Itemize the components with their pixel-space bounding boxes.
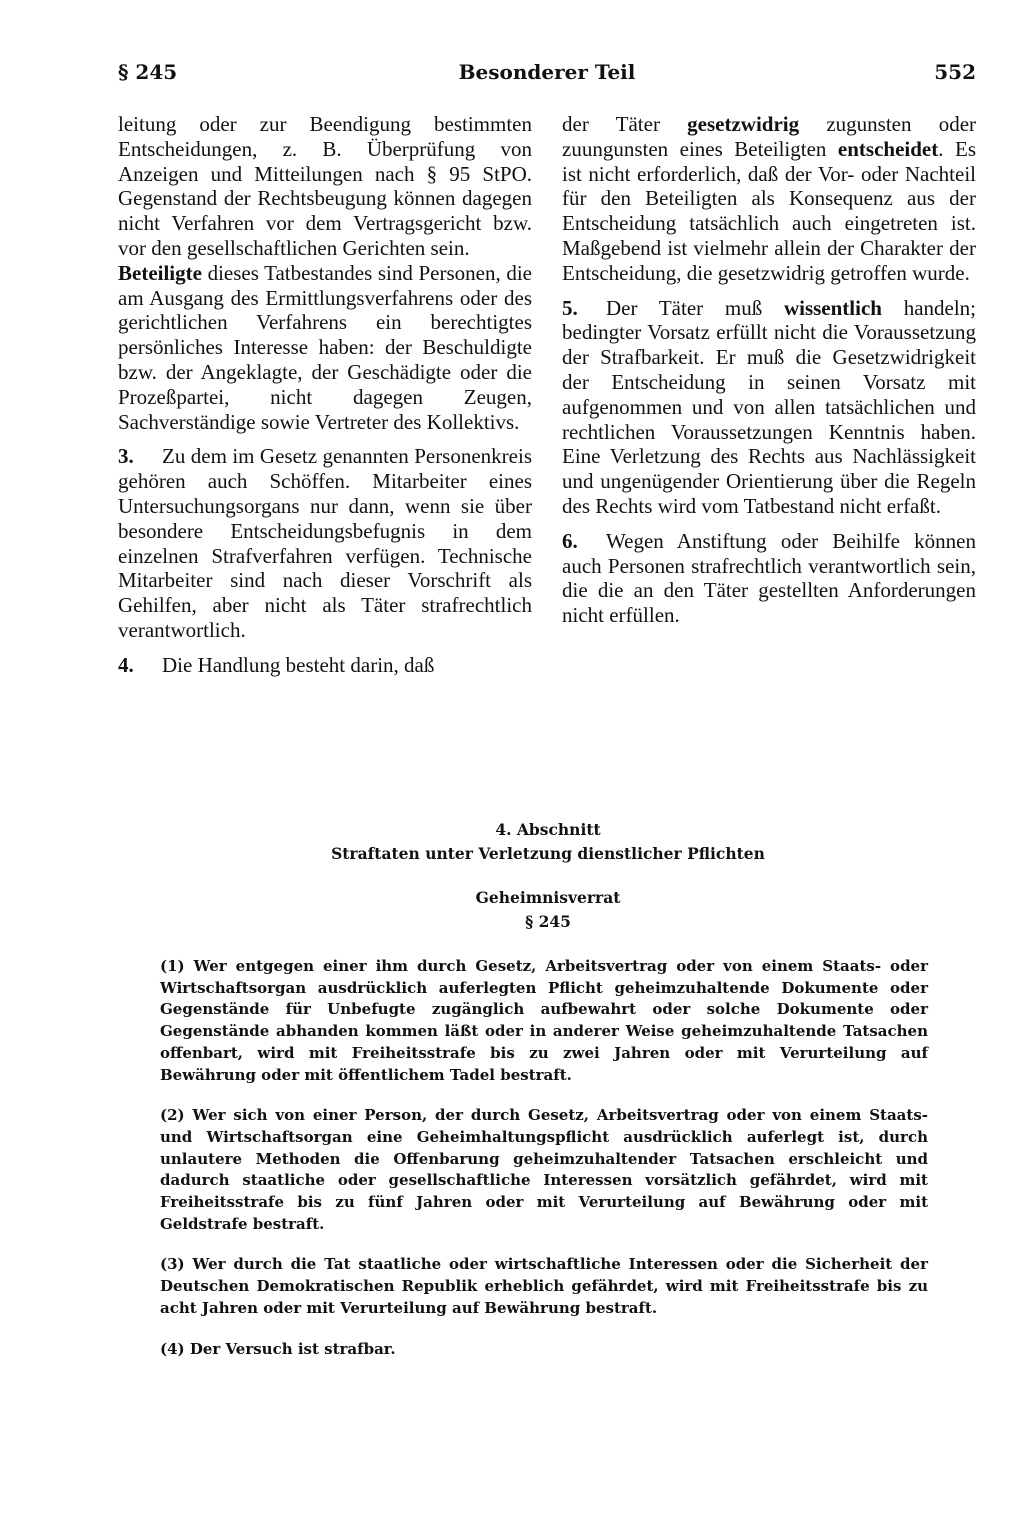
item-number-6: 6. bbox=[562, 528, 578, 553]
law-subsection-1: (1) Wer entgegen einer ihm durch Gesetz, Arbeitsvertrag oder von einem Staats- oder Wirtschaftsorgan ausdrücklich auferlegten Pflicht geheimzuhaltende Dokumente oder Gegenstände für Unbefugte zugänglich aufbewahrt oder solche Dokumente oder Gegenstände abhanden kommen läßt oder in anderer Weise geheimzuhaltende Tatsachen offenbart, wird mit Freiheitsstrafe bis zu zwei Jahren oder mit Verurteilung auf Bewährung oder mit öffentlichem Tadel bestraft. bbox=[160, 957, 928, 1084]
item-number-3: 3. bbox=[118, 444, 134, 469]
law-text bbox=[160, 956, 928, 1379]
law-subsection-4: (4) Der Versuch ist strafbar. bbox=[160, 1339, 396, 1358]
text-fragment: zugunsten oder zuungunsten eines Beteiligten bbox=[562, 112, 977, 161]
right-paragraph-6-text: Wegen Anstiftung oder Beihilfe können auch Personen strafrechtlich verantwortlich sein, die die an den Täter gestellten Anforderungen nicht erfüllen. bbox=[562, 528, 976, 628]
left-paragraph-3-text: Zu dem im Gesetz genannten Personenkreis gehören auch Schöffen. Mitarbeiter eines Untersuchungsorgans nur dann, wenn sie über besondere Entscheidungsbefugnis in dem einzelnen Strafverfahren verfügen. Technische Mitarbeiter sind nach dieser Vorschrift als Gehilfen, aber nicht als Täter strafrechtlich verantwortlich. bbox=[118, 444, 532, 642]
page-number: 552 bbox=[934, 60, 976, 84]
item-number-5: 5. bbox=[562, 295, 578, 320]
item-number-4: 4. bbox=[118, 652, 134, 677]
law-subsection-2: (2) Wer sich von einer Person, der durch Gesetz, Arbeitsvertrag oder von einem Staats- und Wirtschaftsorgan eine Geheimhaltungspflicht ausdrücklich auferlegt ist, durch unlautere Methoden die Offenbarung geheimzuhaltender Tatsachen erschleicht und dadurch staatliche oder gesellschaftliche Interessen vorsätzlich gefährdet, wird mit Freiheitsstrafe bis zu fünf Jahren oder mit Verurteilung auf Bewährung oder mit Geldstrafe bestraft. bbox=[160, 1106, 928, 1233]
page-header bbox=[118, 60, 976, 94]
section-reference: § 245 bbox=[118, 60, 178, 84]
running-title: Besonderer Teil bbox=[458, 60, 636, 84]
term-entscheidet: entscheidet bbox=[837, 136, 939, 161]
law-heading: Geheimnisverrat bbox=[475, 888, 621, 907]
section-number: 4. Abschnitt bbox=[495, 820, 601, 839]
left-paragraph-4-text: Die Handlung besteht darin, daß bbox=[162, 652, 435, 677]
text-fragment: handeln; bedingter Vorsatz erfüllt nicht die Voraussetzung der Strafbarkeit. Er muß die Gesetzwidrigkeit der Entscheidung in seinen Vorsatz mit aufgenommen und von allen tatsächlichen und rechtlichen Voraussetzungen Kenntnis haben. Eine Verletzung des Rechts aus Nachlässigkeit und ungenügender Orientierung über die Regeln des Rechts wird vom Tatbestand nicht erfaßt. bbox=[562, 295, 976, 518]
law-subsection-3: (3) Wer durch die Tat staatliche oder wirtschaftliche Interessen oder die Sicherheit der Deutschen Demokratischen Republik erheblich gefährdet, wird mit Freiheitsstrafe bis zu acht Jahren oder mit Verurteilung auf Bewährung bestraft. bbox=[160, 1255, 928, 1317]
section-title: Straftaten unter Verletzung dienstlicher Pflichten bbox=[331, 844, 765, 863]
term-gesetzwidrig: gesetzwidrig bbox=[687, 112, 800, 136]
right-paragraph-1 bbox=[562, 112, 976, 286]
right-paragraph-6 bbox=[562, 529, 976, 628]
law-paragraph-number: § 245 bbox=[525, 912, 571, 931]
term-beteiligte: Beteiligte bbox=[118, 260, 202, 285]
left-paragraph-2 bbox=[118, 261, 532, 435]
right-paragraph-5 bbox=[562, 296, 976, 519]
text-fragment: der Täter bbox=[562, 112, 688, 136]
left-paragraph-4 bbox=[118, 653, 532, 678]
left-paragraph-1: leitung oder zur Beendigung bestimmten Entscheidungen, z. B. Überprüfung von Anzeigen und Mitteilungen nach § 95 StPO. Gegenstand der Rechtsbeugung können dagegen nicht Verfahren vor dem Vertragsgericht bzw. vor den gesellschaftlichen Gerichten sein. bbox=[118, 112, 532, 260]
left-paragraph-2-text: dieses Tatbestandes sind Personen, die am Ausgang des Ermittlungsverfahrens oder des gerichtlichen Verfahrens ein berechtigtes persönliches Interesse haben: der Beschuldigte bzw. der Angeklagte, der Geschädigte oder die Prozeßpartei, nicht dagegen Zeugen, Sachverständige sowie Vertreter des Kollektivs. bbox=[118, 260, 532, 434]
term-wissentlich: wissentlich bbox=[783, 295, 882, 320]
text-fragment: . Es ist nicht erforderlich, daß der Vor- oder Nachteil für den Beteiligten als Konsequenz aus der Entscheidung tatsächlich auch eingetreten ist. Maßgebend ist vielmehr allein der Charakter der Entscheidung, die gesetzwidrig getroffen wurde. bbox=[562, 136, 976, 285]
left-paragraph-3 bbox=[118, 444, 532, 642]
section-heading bbox=[118, 818, 978, 934]
text-fragment: Der Täter muß bbox=[606, 295, 784, 320]
left-column bbox=[118, 112, 532, 678]
right-column bbox=[562, 112, 976, 628]
